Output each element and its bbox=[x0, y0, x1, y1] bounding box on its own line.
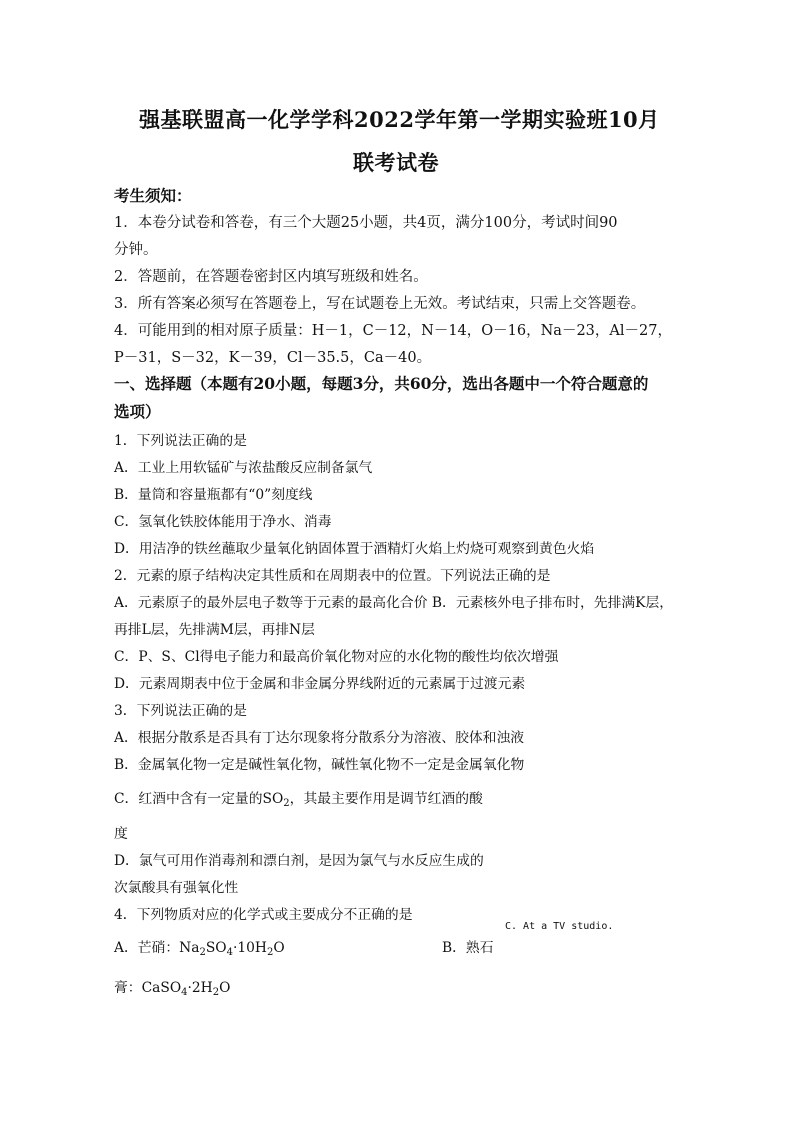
notice-item-2: 2．答题前，在答题卷密封区内填写班级和姓名。 bbox=[114, 269, 428, 285]
q4-option-b-cont: 膏：$CaSO_4\cdot 2H_2O$ bbox=[114, 980, 231, 998]
page-title: 强基联盟高一化学学科2022学年第一学期实验班10月 bbox=[139, 107, 660, 132]
section-heading-cont: 选项） bbox=[114, 402, 161, 421]
q4-option-b: B．熟石 bbox=[442, 940, 494, 956]
q3-option-c-cont: 度 bbox=[114, 826, 128, 842]
q3-option-d-cont: 次氯酸具有强氧化性 bbox=[114, 880, 239, 896]
section-heading: 一、选择题（本题有20小题，每题3分，共60分，选出各题中一个符合题意的 bbox=[114, 374, 649, 393]
q2-option-b-cont: 再排L层，先排满M层，再排N层 bbox=[114, 622, 315, 638]
notice-item-1-cont: 分钟。 bbox=[114, 242, 158, 258]
q4-option-a: A．芒硝：$Na_2SO_4\cdot 10H_2O$ bbox=[114, 940, 285, 958]
q3-stem: 3．下列说法正确的是 bbox=[114, 703, 247, 719]
q4-stem: 4．下列物质对应的化学式或主要成分不正确的是 bbox=[114, 907, 413, 923]
notice-item-1: 1．本卷分试卷和答卷，有三个大题25小题，共4页，满分100分，考试时间90 bbox=[114, 215, 618, 231]
q3-option-b: B．金属氧化物一定是碱性氧化物，碱性氧化物不一定是金属氧化物 bbox=[114, 757, 525, 773]
q1-option-a: A．工业上用软锰矿与浓盐酸反应制备氯气 bbox=[114, 460, 373, 476]
notice-item-3: 3．所有答案必须写在答题卷上，写在试题卷上无效。考试结束，只需上交答题卷。 bbox=[114, 296, 646, 312]
page-title-line2: 联考试卷 bbox=[353, 150, 439, 175]
q2-option-d: D．元素周期表中位于金属和非金属分界线附近的元素属于过渡元素 bbox=[114, 676, 526, 692]
q1-option-b: B．量筒和容量瓶都有“0”刻度线 bbox=[114, 487, 313, 503]
q3-option-c: C．红酒中含有一定量的$SO_2$，其最主要作用是调节红酒的酸 bbox=[114, 791, 483, 809]
q2-stem: 2．元素的原子结构决定其性质和在周期表中的位置。下列说法正确的是 bbox=[114, 568, 551, 584]
notice-item-4-cont: P－31，S－32，K－39，Cl－35.5，Ca－40。 bbox=[114, 350, 432, 366]
q1-option-c: C．氢氧化铁胶体能用于净水、消毒 bbox=[114, 514, 332, 530]
notice-item-4: 4．可能用到的相对原子质量：H－1，C－12，N－14，O－16，Na－23，Al－27， bbox=[114, 323, 672, 339]
q1-stem: 1．下列说法正确的是 bbox=[114, 433, 247, 449]
notice-heading: 考生须知： bbox=[114, 186, 192, 205]
q1-option-d: D．用洁净的铁丝蘸取少量氧化钠固体置于酒精灯火焰上灼烧可观察到黄色火焰 bbox=[114, 541, 595, 557]
stray-text: C. At a TV studio. bbox=[505, 921, 614, 932]
q2-option-ab: A．元素原子的最外层电子数等于元素的最高化合价 B．元素核外电子排布时，先排满K层， bbox=[114, 595, 674, 611]
q3-option-a: A．根据分散系是否具有丁达尔现象将分散系分为溶液、胶体和浊液 bbox=[114, 730, 525, 746]
q2-option-c: C．P、S、Cl得电子能力和最高价氧化物对应的水化物的酸性均依次增强 bbox=[114, 649, 559, 665]
q3-option-d: D．氯气可用作消毒剂和漂白剂，是因为氯气与水反应生成的 bbox=[114, 853, 484, 869]
